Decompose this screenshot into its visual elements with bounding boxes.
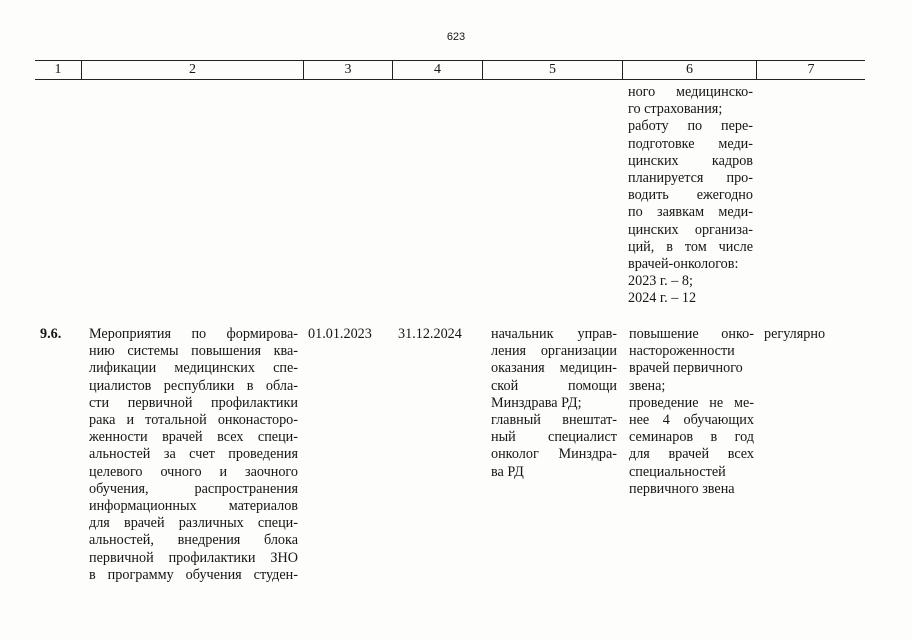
text-line: начальник управ-	[491, 326, 617, 342]
text-line: нее 4 обучающих	[629, 412, 754, 429]
text-line: подготовке меди-	[628, 135, 753, 152]
text-line: ления организации	[491, 343, 617, 360]
header-col-1: 1	[54, 62, 62, 77]
text-line: обучения, распространения	[89, 480, 298, 497]
text-line: для врачей различных специ-	[89, 515, 298, 532]
text-line: по заявкам меди-	[628, 204, 753, 221]
text-line: повышение онко-	[629, 326, 754, 342]
text-line: оказания медицин-	[491, 360, 617, 377]
text-line: 2024 г. – 12	[628, 290, 697, 307]
text-line: лификации медицинских спе-	[89, 360, 298, 377]
text-line: в программу обучения студен-	[89, 566, 298, 583]
text-line: ный специалист	[491, 429, 617, 446]
text-line: первичного звена	[629, 480, 735, 497]
text-line: цинских кадров	[628, 152, 753, 169]
periodicity: регулярно	[764, 326, 826, 342]
header-col-7: 7	[756, 61, 865, 79]
text-line: специальностей	[629, 463, 726, 480]
header-col-4: 4	[392, 61, 482, 79]
text-line: сти первичной профилактики	[89, 394, 298, 411]
text-line: водить ежегодно	[628, 187, 753, 204]
text-line: Минздрава РД;	[491, 394, 582, 411]
end-date: 31.12.2024	[398, 326, 462, 342]
text-line: онколог Минздра-	[491, 446, 617, 463]
text-line: первичной профилактики ЗНО	[89, 549, 298, 566]
header-col-3: 3	[303, 61, 392, 79]
text-line: 2023 г. – 8;	[628, 273, 693, 290]
text-line: цинских организа-	[628, 221, 753, 238]
text-line: работу по пере-	[628, 118, 753, 135]
text-line: семинаров в год	[629, 429, 754, 446]
header-col-5: 5	[482, 61, 622, 79]
responsible	[491, 326, 617, 481]
text-line: Мероприятия по формирова-	[89, 326, 298, 342]
text-line: главный внештат-	[491, 412, 617, 429]
text-line: ской помощи	[491, 377, 617, 394]
start-date: 01.01.2023	[308, 326, 372, 342]
header-col-2: 2	[81, 61, 303, 79]
text-line: планируется про-	[628, 170, 753, 187]
text-line: ва РД	[491, 463, 524, 480]
text-line: информационных материалов	[89, 498, 298, 515]
text-line: рака и тотальной онконасторо-	[89, 412, 298, 429]
text-line: го страхования;	[628, 101, 723, 118]
text-line: альностей, внедрения блока	[89, 532, 298, 549]
continuation-col6	[628, 84, 753, 308]
text-line: ций, в том числе	[628, 238, 753, 255]
table-header-row	[35, 60, 865, 80]
text-line: целевого очного и заочного	[89, 463, 298, 480]
text-line: циалистов республики в обла-	[89, 377, 298, 394]
text-line: врачей-онкологов:	[628, 256, 739, 273]
header-col-6: 6	[622, 61, 756, 79]
text-line: проведение не ме-	[629, 394, 754, 411]
row-number: 9.6.	[40, 326, 62, 342]
text-line: врачей первичного	[629, 360, 743, 377]
text-line: ного медицинско-	[628, 84, 753, 100]
text-line: альностей за счет проведения	[89, 446, 298, 463]
row-description	[89, 326, 298, 584]
text-line: нию системы повышения ква-	[89, 343, 298, 360]
text-line: настороженности	[629, 343, 735, 360]
text-line: звена;	[629, 377, 666, 394]
text-line: женности врачей всех специ-	[89, 429, 298, 446]
text-line: для врачей всех	[629, 446, 754, 463]
page-number: 623	[446, 31, 466, 43]
result	[629, 326, 754, 498]
